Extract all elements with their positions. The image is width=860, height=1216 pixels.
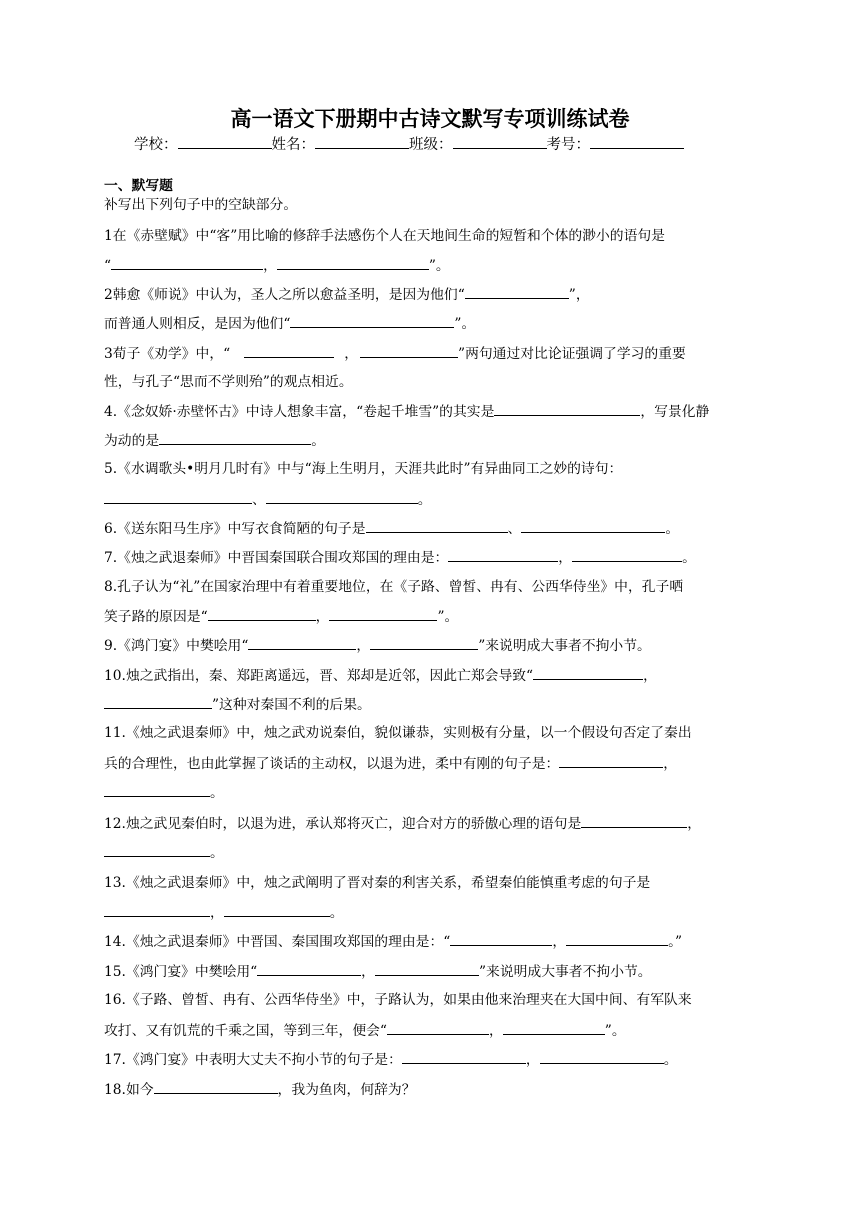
question-11-cont: 兵的合理性，也由此掌握了谈话的主动权，以退为进，柔中有刚的句子是： ， xyxy=(104,753,677,774)
exam-number-blank[interactable] xyxy=(590,134,684,149)
answer-blank[interactable] xyxy=(450,931,552,946)
question-17-text: 17.《鸿门宴》中表明大丈夫不拘小节的句子是： ， 。 xyxy=(104,1049,677,1070)
question-12-answer: 。 xyxy=(104,842,224,863)
class-label: 班级： xyxy=(409,137,453,153)
school-label: 学校： xyxy=(134,137,178,153)
question-5-answer: 、 。 xyxy=(104,489,432,510)
student-info-line xyxy=(134,134,684,155)
question-13-text: 13.《烛之武退秦师》中，烛之武阐明了晋对秦的利害关系，希望秦伯能慎重考虑的句子是 xyxy=(104,875,651,891)
answer-blank[interactable] xyxy=(387,1020,489,1035)
answer-blank[interactable] xyxy=(208,606,316,621)
question-1-answer: “ ， ”。 xyxy=(104,255,450,276)
school-blank[interactable] xyxy=(178,134,272,149)
question-11-answer: 。 xyxy=(104,782,224,803)
section-instruction: 补写出下列句子中的空缺部分。 xyxy=(104,197,298,213)
answer-blank[interactable] xyxy=(540,1049,664,1064)
question-12-text: 12.烛之武见秦伯时，以退为进，承认郑将灭亡，迎合对方的骄傲心理的语句是 ， xyxy=(104,813,701,834)
answer-blank[interactable] xyxy=(559,753,663,768)
answer-blank[interactable] xyxy=(329,606,437,621)
question-15-text: 15.《鸿门宴》中樊哙用“ ， ”来说明成大事者不拘小节。 xyxy=(104,961,652,982)
question-10-cont: ”这种对秦国不利的后果。 xyxy=(104,694,371,715)
question-14-text: 14.《烛之武退秦师》中晋国、秦国围攻郑国的理由是：“ ， 。” xyxy=(104,931,682,952)
answer-blank[interactable] xyxy=(494,401,640,416)
answer-blank[interactable] xyxy=(154,1079,278,1094)
answer-blank[interactable] xyxy=(277,255,429,270)
question-11-text: 11.《烛之武退秦师》中，烛之武劝说秦伯，貌似谦恭，实则极有分量，以一个假设句否定了秦出 xyxy=(104,725,692,741)
question-16-text: 16.《子路、曾皙、冉有、公西华侍坐》中，子路认为，如果由他来治理夹在大国中间、有军队来 xyxy=(104,992,692,1008)
answer-blank[interactable] xyxy=(402,1049,526,1064)
answer-blank[interactable] xyxy=(503,1020,605,1035)
answer-blank[interactable] xyxy=(248,635,356,650)
answer-blank[interactable] xyxy=(375,961,479,976)
question-4-cont: 为动的是 。 xyxy=(104,430,325,451)
question-13-answer: ， 。 xyxy=(104,902,344,923)
question-2-cont: 而普通人则相反，是因为他们“ ”。 xyxy=(104,313,475,334)
question-18-text: 18.如今 ，我为鱼肉，何辞为？ xyxy=(104,1079,416,1100)
question-2-text: 2韩愈《师说》中认为，圣人之所以愈益圣明，是因为他们“ ”， xyxy=(104,284,590,305)
answer-blank[interactable] xyxy=(366,518,508,533)
answer-blank[interactable] xyxy=(370,635,478,650)
answer-blank[interactable] xyxy=(104,489,252,504)
answer-blank[interactable] xyxy=(257,961,361,976)
question-4-text: 4.《念奴娇·赤壁怀古》中诗人想象丰富，“卷起千堆雪”的其实是 ，写景化静 xyxy=(104,401,709,422)
answer-blank[interactable] xyxy=(104,694,212,709)
question-16-cont: 攻打、又有饥荒的千乘之国，等到三年，便会“ ， ”。 xyxy=(104,1020,626,1041)
answer-blank[interactable] xyxy=(290,313,454,328)
answer-blank[interactable] xyxy=(104,842,210,857)
answer-blank[interactable] xyxy=(572,547,682,562)
question-7-text: 7.《烛之武退秦师》中晋国秦国联合围攻郑国的理由是： ， 。 xyxy=(104,547,696,568)
answer-blank[interactable] xyxy=(159,430,311,445)
question-6-text: 6.《送东阳马生序》中写衣食简陋的句子是 、 。 xyxy=(104,518,679,539)
section-heading: 一、默写题 xyxy=(104,178,173,194)
answer-blank[interactable] xyxy=(533,665,643,680)
question-3-text: 3荀子《劝学》中，“ ， ”两句通过对比论证强调了学习的重要 xyxy=(104,343,686,364)
question-1-text: 1在《赤壁赋》中“客”用比喻的修辞手法感伤个人在天地间生命的短暂和个体的渺小的语句是 xyxy=(104,228,665,244)
question-3-cont: 性，与孔子“思而不学则殆”的观点相近。 xyxy=(104,374,353,390)
question-8-cont: 笑子路的原因是“ ， ”。 xyxy=(104,606,458,627)
exam-number-label: 考号： xyxy=(546,137,590,153)
question-9-text: 9.《鸿门宴》中樊哙用“ ， ”来说明成大事者不拘小节。 xyxy=(104,635,651,656)
answer-blank[interactable] xyxy=(448,547,558,562)
class-blank[interactable] xyxy=(453,134,547,149)
answer-blank[interactable] xyxy=(104,782,210,797)
answer-blank[interactable] xyxy=(111,255,263,270)
name-blank[interactable] xyxy=(315,134,409,149)
question-10-text: 10.烛之武指出，秦、郑距离遥远，晋、郑却是近邻，因此亡郑会导致“ ， xyxy=(104,665,657,686)
answer-blank[interactable] xyxy=(465,284,569,299)
answer-blank[interactable] xyxy=(566,931,668,946)
answer-blank[interactable] xyxy=(521,518,665,533)
answer-blank[interactable] xyxy=(104,902,210,917)
answer-blank[interactable] xyxy=(244,343,334,358)
answer-blank[interactable] xyxy=(266,489,418,504)
answer-blank[interactable] xyxy=(224,902,330,917)
answer-blank[interactable] xyxy=(581,813,687,828)
page-title: 高一语文下册期中古诗文默写专项训练试卷 xyxy=(230,106,630,131)
question-8-text: 8.孔子认为“礼”在国家治理中有着重要地位，在《子路、曾皙、冉有、公西华侍坐》中，孔子哂 xyxy=(104,579,684,595)
answer-blank[interactable] xyxy=(360,343,458,358)
question-5-text: 5.《水调歌头•明月几时有》中与“海上生明月，天涯共此时”有异曲同工之妙的诗句： xyxy=(104,461,623,477)
name-label: 姓名： xyxy=(271,137,315,153)
